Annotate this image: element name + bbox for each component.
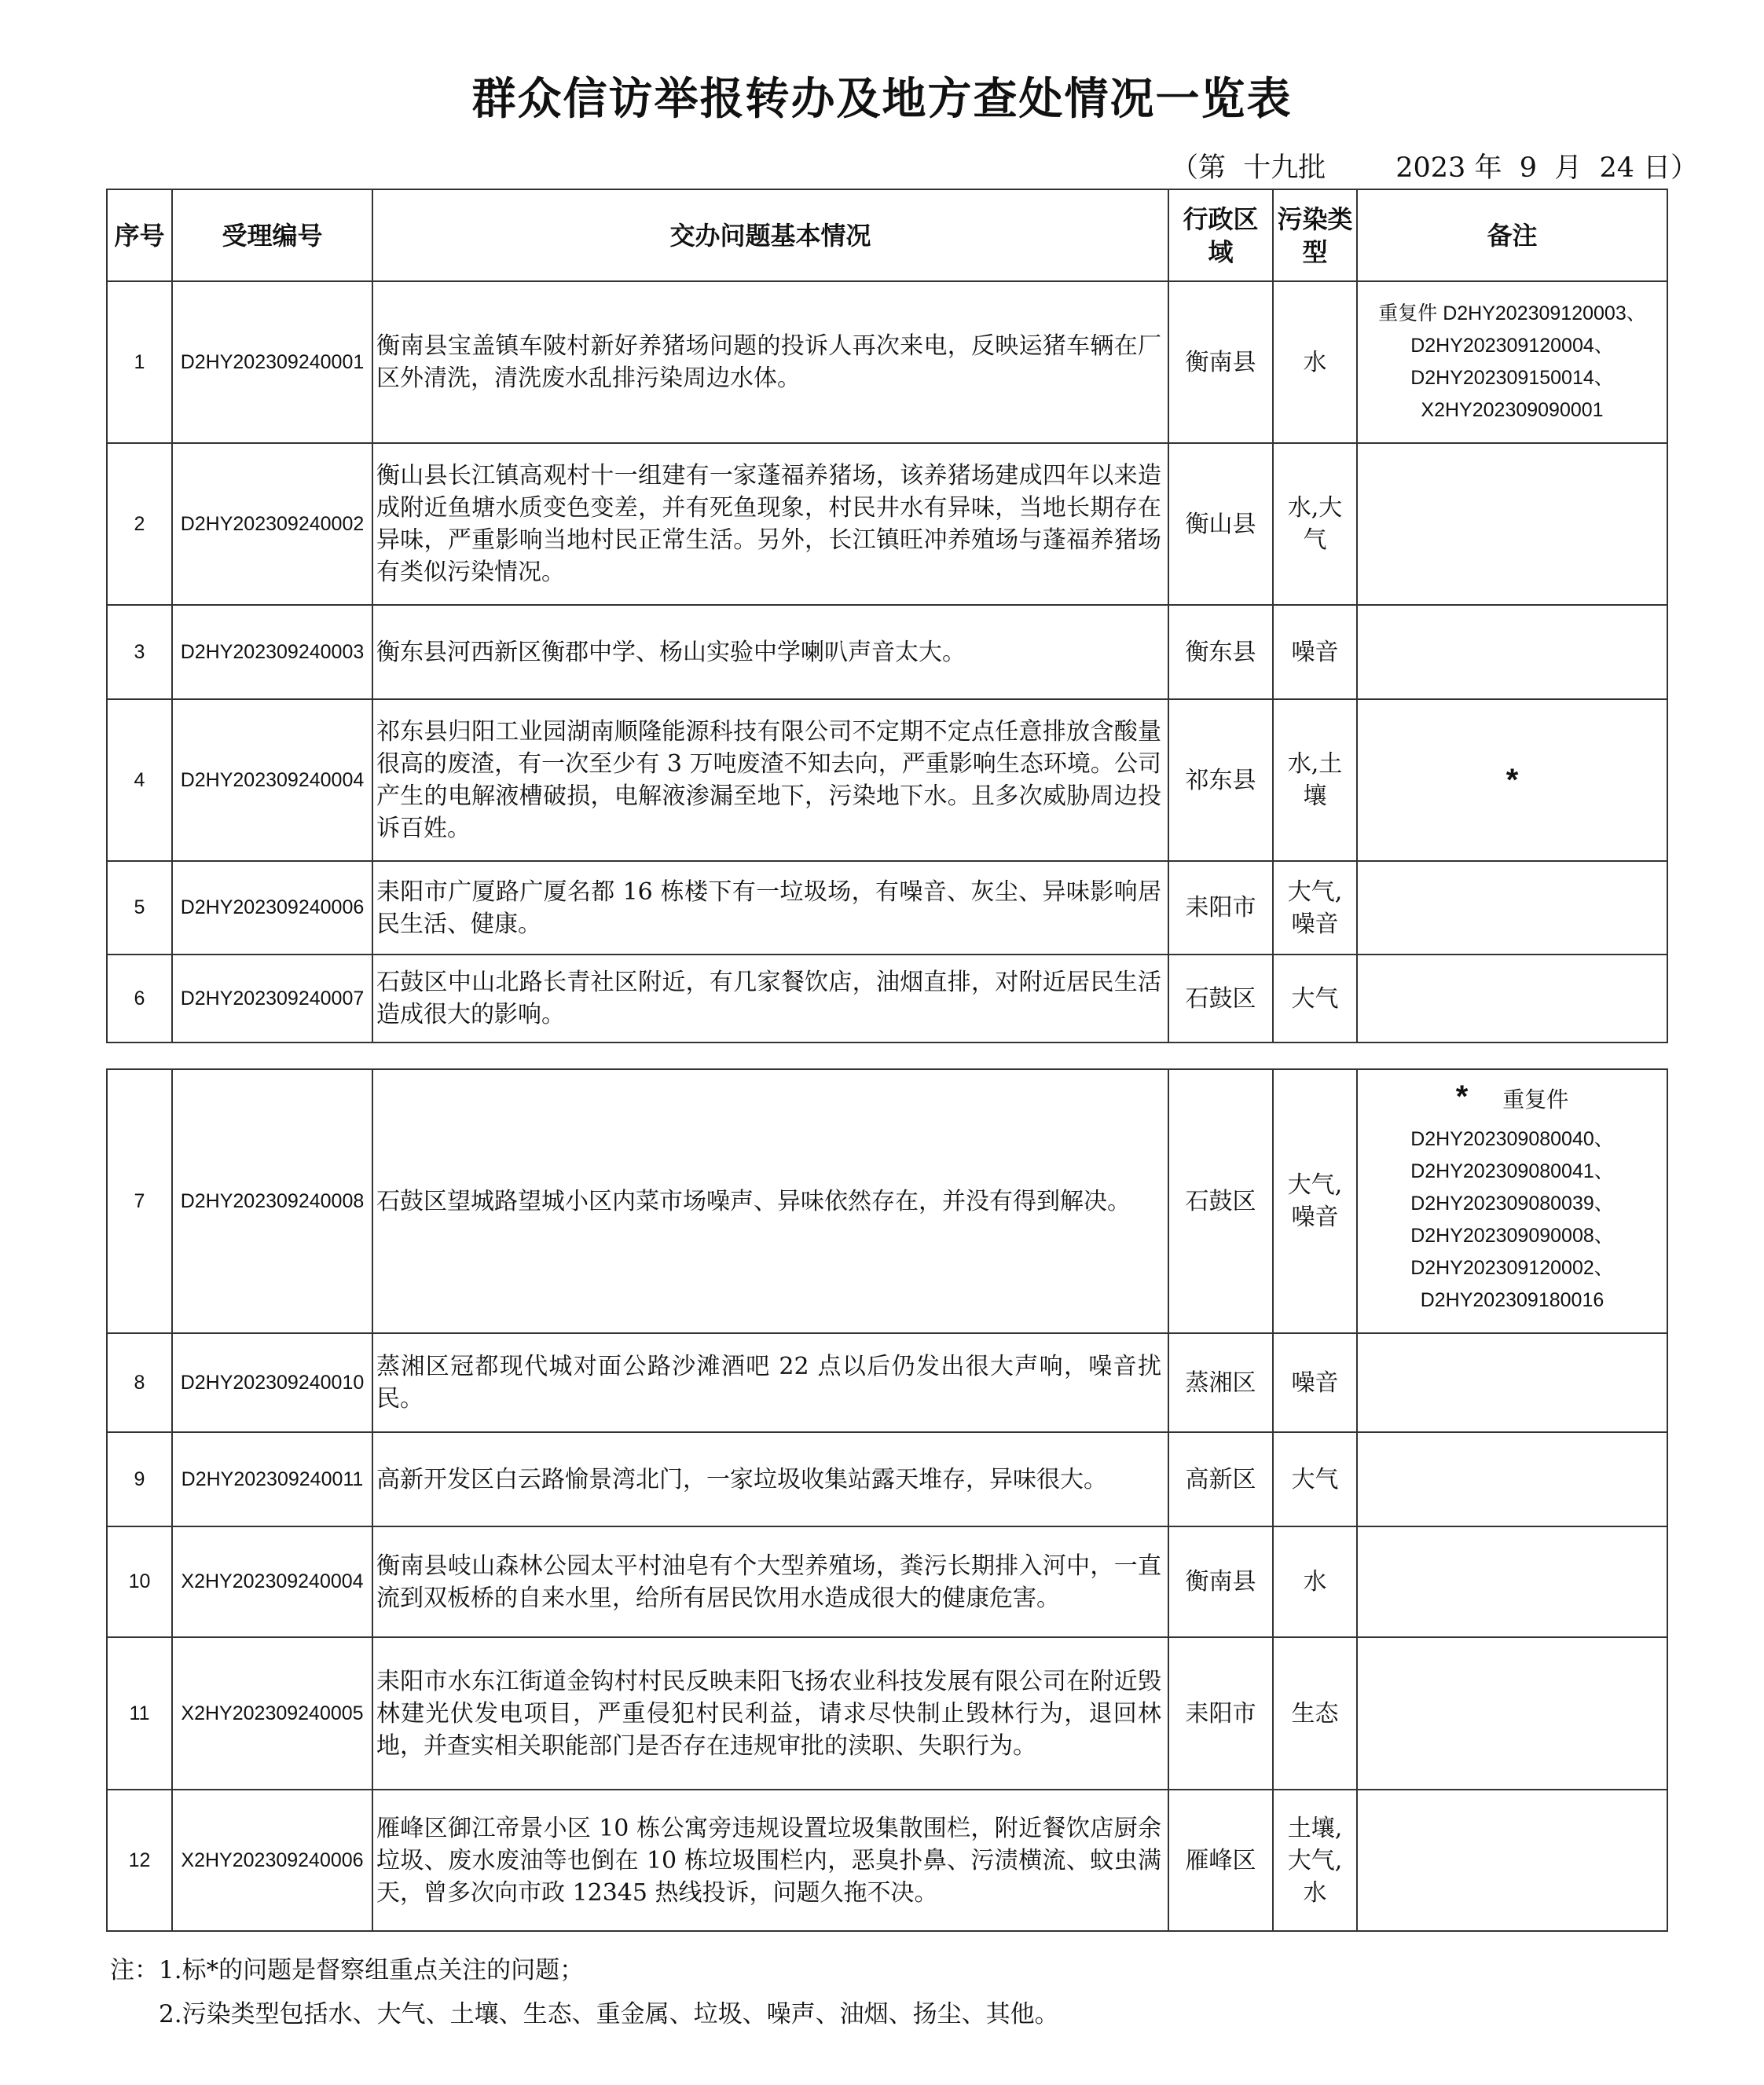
repeat-code: D2HY202309080039、	[1410, 1193, 1614, 1215]
row-note	[1357, 605, 1667, 699]
row-code: D2HY202309240003	[172, 605, 372, 699]
page-title: 群众信访举报转办及地方查处情况一览表	[471, 74, 1293, 125]
repeat-code: D2HY202309180016	[1420, 1289, 1604, 1311]
table-row	[107, 1333, 1667, 1432]
row-type: 噪音	[1273, 605, 1357, 699]
complaint-table-part1	[106, 189, 1668, 1043]
row-type: 生态	[1273, 1637, 1357, 1790]
row-desc: 耒阳市水东江街道金钩村村民反映耒阳飞扬农业科技发展有限公司在附近毁林建光伏发电项目，严重侵犯村民利益，请求尽快制止毁林行为，退回林地，并查实相关职能部门是否存在违规审批的渎职、失职行为。	[372, 1637, 1168, 1790]
row-note	[1357, 443, 1667, 605]
row-type: 水	[1273, 1526, 1357, 1637]
footnotes	[110, 1948, 1059, 2036]
row-desc: 蒸湘区冠都现代城对面公路沙滩酒吧 22 点以后仍发出很大声响，噪音扰民。	[372, 1333, 1168, 1432]
row-type: 大气	[1273, 955, 1357, 1042]
row-seq: 8	[107, 1333, 172, 1432]
row-area: 祁东县	[1168, 699, 1273, 861]
row-code: D2HY202309240004	[172, 699, 372, 861]
row-type: 水,土壤	[1273, 699, 1357, 861]
table-row	[107, 1790, 1667, 1931]
row-code: X2HY202309240006	[172, 1790, 372, 1931]
row-desc: 衡山县长江镇高观村十一组建有一家蓬福养猪场，该养猪场建成四年以来造成附近鱼塘水质变色变差，并有死鱼现象，村民井水有异味，当地长期存在异味，严重影响当地村民正常生活。另外，长江镇旺冲养殖场与蓬福养猪场有类似污染情况。	[372, 443, 1168, 605]
row-note	[1357, 1432, 1667, 1526]
row-code: D2HY202309240002	[172, 443, 372, 605]
row-code: D2HY202309240006	[172, 861, 372, 955]
row-desc: 石鼓区望城路望城小区内菜市场噪声、异味依然存在，并没有得到解决。	[372, 1069, 1168, 1333]
row-note	[1357, 861, 1667, 955]
complaint-table-part2	[106, 1068, 1668, 1932]
focus-star-mark: *	[1455, 1079, 1469, 1114]
row-note	[1357, 1526, 1667, 1637]
table-row	[107, 605, 1667, 699]
table-row	[107, 281, 1667, 443]
row-desc: 石鼓区中山北路长青社区附近，有几家餐饮店，油烟直排，对附近居民生活造成很大的影响。	[372, 955, 1168, 1042]
row-area: 石鼓区	[1168, 1069, 1273, 1333]
row-seq: 2	[107, 443, 172, 605]
row-seq: 10	[107, 1526, 172, 1637]
row-note	[1357, 955, 1667, 1042]
batch-info: （第 十九批 2023 年 9 月 24 日）	[1171, 152, 1699, 184]
row-desc: 衡南县岐山森林公园太平村油皂有个大型养殖场，粪污长期排入河中，一直流到双板桥的自来水里，给所有居民饮用水造成很大的健康危害。	[372, 1526, 1168, 1637]
row-type: 土壤,大气,水	[1273, 1790, 1357, 1931]
row-code: D2HY202309240010	[172, 1333, 372, 1432]
row-desc: 耒阳市广厦路广厦名都 16 栋楼下有一垃圾场，有噪音、灰尘、异味影响居民生活、健康。	[372, 861, 1168, 955]
header-area: 行政区域	[1168, 189, 1273, 281]
header-seq: 序号	[107, 189, 172, 281]
table-row	[107, 1432, 1667, 1526]
footnote-2: 2.污染类型包括水、大气、土壤、生态、重金属、垃圾、噪声、油烟、扬尘、其他。	[159, 2000, 1059, 2028]
repeat-label: 重复件	[1502, 1086, 1569, 1112]
table-row	[107, 1069, 1667, 1333]
repeat-code: D2HY202309080041、	[1410, 1160, 1614, 1182]
repeat-note-header	[1361, 1081, 1663, 1117]
table-row	[107, 955, 1667, 1042]
row-code: D2HY202309240007	[172, 955, 372, 1042]
row-type: 水,大气	[1273, 443, 1357, 605]
row-seq: 9	[107, 1432, 172, 1526]
repeat-code: D2HY202309080040、	[1410, 1128, 1614, 1150]
table-row	[107, 1526, 1667, 1637]
header-note: 备注	[1357, 189, 1667, 281]
row-seq: 3	[107, 605, 172, 699]
row-note	[1357, 1790, 1667, 1931]
row-area: 耒阳市	[1168, 861, 1273, 955]
row-desc: 祁东县归阳工业园湖南顺隆能源科技有限公司不定期不定点任意排放含酸量很高的废渣，有一次至少有 3 万吨废渣不知去向，严重影响生态环境。公司产生的电解液槽破损，电解液渗漏至地下，污染地下水。且多次威胁周边投诉百姓。	[372, 699, 1168, 861]
table-header-row	[107, 189, 1667, 281]
row-area: 耒阳市	[1168, 1637, 1273, 1790]
row-desc: 衡东县河西新区衡郡中学、杨山实验中学喇叭声音太大。	[372, 605, 1168, 699]
footnote-1: 注：1.标*的问题是督察组重点关注的问题；	[110, 1956, 585, 1984]
row-desc: 高新开发区白云路愉景湾北门，一家垃圾收集站露天堆存，异味很大。	[372, 1432, 1168, 1526]
header-code: 受理编号	[172, 189, 372, 281]
table-row	[107, 861, 1667, 955]
row-seq: 1	[107, 281, 172, 443]
row-code: D2HY202309240011	[172, 1432, 372, 1526]
table-row	[107, 1637, 1667, 1790]
row-area: 高新区	[1168, 1432, 1273, 1526]
row-seq: 5	[107, 861, 172, 955]
repeat-code: D2HY202309090008、	[1410, 1225, 1614, 1247]
header-type: 污染类型	[1273, 189, 1357, 281]
row-type: 水	[1273, 281, 1357, 443]
row-seq: 6	[107, 955, 172, 1042]
row-type: 大气	[1273, 1432, 1357, 1526]
row-note	[1357, 1333, 1667, 1432]
row-area: 衡山县	[1168, 443, 1273, 605]
focus-star-mark: *	[1357, 699, 1667, 861]
row-code: X2HY202309240004	[172, 1526, 372, 1637]
row-code: X2HY202309240005	[172, 1637, 372, 1790]
row-area: 衡南县	[1168, 281, 1273, 443]
row-type: 噪音	[1273, 1333, 1357, 1432]
repeat-code: D2HY202309120002、	[1410, 1257, 1614, 1279]
row-area: 衡东县	[1168, 605, 1273, 699]
row-seq: 12	[107, 1790, 172, 1931]
row-note	[1357, 1637, 1667, 1790]
row-seq: 7	[107, 1069, 172, 1333]
row-area: 雁峰区	[1168, 1790, 1273, 1931]
row-code: D2HY202309240008	[172, 1069, 372, 1333]
row-desc: 衡南县宝盖镇车陂村新好养猪场问题的投诉人再次来电，反映运猪车辆在厂区外清洗，清洗废水乱排污染周边水体。	[372, 281, 1168, 443]
row-area: 石鼓区	[1168, 955, 1273, 1042]
row-seq: 4	[107, 699, 172, 861]
row-note: 重复件 D2HY202309120003、D2HY202309120004、D2HY202309150014、X2HY202309090001	[1357, 281, 1667, 443]
header-desc: 交办问题基本情况	[372, 189, 1168, 281]
row-area: 蒸湘区	[1168, 1333, 1273, 1432]
table-row	[107, 443, 1667, 605]
row-note	[1357, 1069, 1667, 1333]
row-type: 大气,噪音	[1273, 1069, 1357, 1333]
row-type: 大气,噪音	[1273, 861, 1357, 955]
row-desc: 雁峰区御江帝景小区 10 栋公寓旁违规设置垃圾集散围栏，附近餐饮店厨余垃圾、废水废油等也倒在 10 栋垃圾围栏内，恶臭扑鼻、污渍横流、蚊虫满天，曾多次向市政 12345 热线投诉，问题久拖不决。	[372, 1790, 1168, 1931]
row-seq: 11	[107, 1637, 172, 1790]
row-code: D2HY202309240001	[172, 281, 372, 443]
row-area: 衡南县	[1168, 1526, 1273, 1637]
table-row	[107, 699, 1667, 861]
